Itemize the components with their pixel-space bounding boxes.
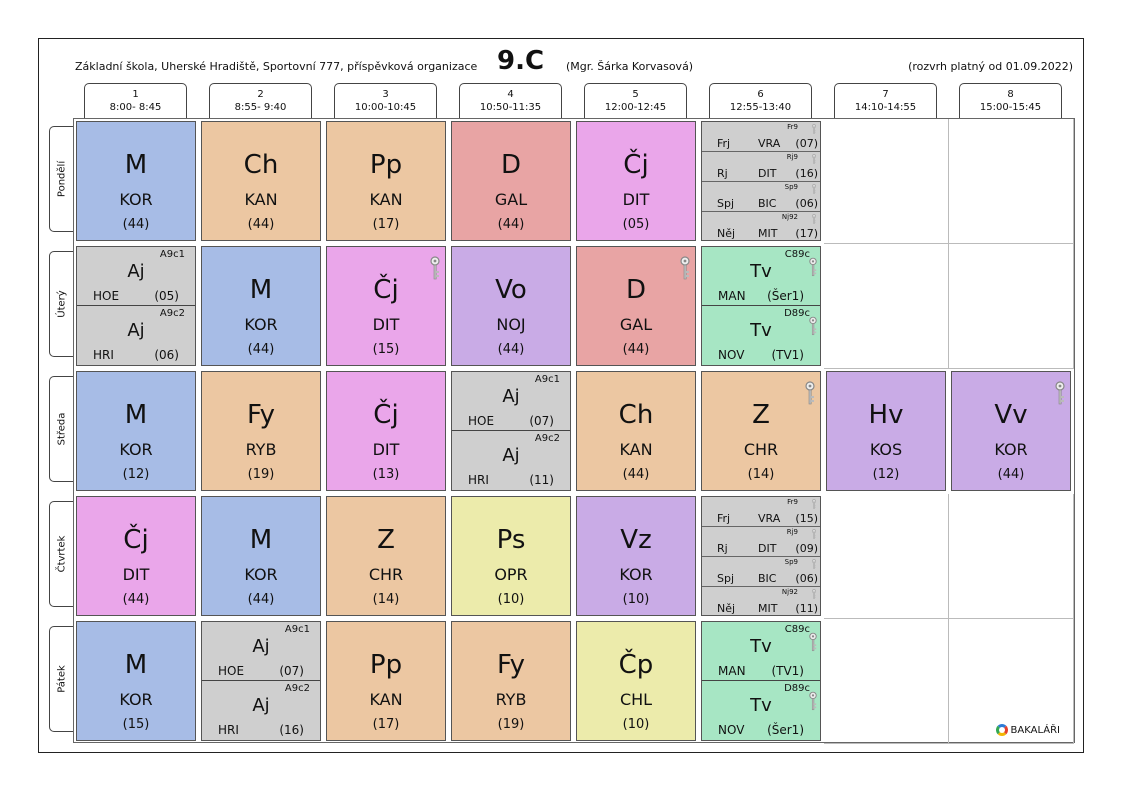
day-label <box>49 126 73 232</box>
subject-code: Ch <box>243 150 279 180</box>
period-header <box>334 83 437 118</box>
lesson-half[interactable] <box>702 306 820 365</box>
room-code: (13) <box>372 467 400 482</box>
lesson-cell[interactable] <box>201 246 321 366</box>
day-name: Čtvrtek <box>56 535 67 573</box>
lesson-cell[interactable] <box>326 246 446 366</box>
subject-code: M <box>249 525 273 555</box>
valid-from: (rozvrh platný od 01.09.2022) <box>908 60 1073 73</box>
period-header <box>459 83 562 118</box>
subject-code: Čj <box>373 400 399 430</box>
timetable-slot <box>74 619 199 744</box>
lesson-cell[interactable] <box>576 246 696 366</box>
lesson-cell[interactable] <box>451 621 571 741</box>
subject-code: M <box>124 400 148 430</box>
subject-code: Čj <box>373 275 399 305</box>
lesson-cell[interactable] <box>76 121 196 241</box>
key-icon <box>811 529 817 539</box>
timetable-slot <box>74 494 199 619</box>
lesson-cell[interactable] <box>701 246 821 366</box>
teacher-code: HOE <box>93 289 120 303</box>
key-icon <box>805 381 815 405</box>
timetable-slot <box>574 494 699 619</box>
group-code: Rj9 <box>786 528 798 536</box>
room-code: (17) <box>795 227 818 240</box>
timetable-slot <box>74 369 199 494</box>
room-code: (05) <box>622 217 650 232</box>
period-header <box>209 83 312 118</box>
lesson-quarter[interactable] <box>702 587 820 617</box>
key-icon <box>811 124 817 134</box>
group-code: A9c2 <box>284 683 310 694</box>
subject-code: Ps <box>496 525 526 555</box>
subject-code: Spj <box>717 572 735 585</box>
teacher-code: VRA <box>758 137 781 150</box>
key-icon <box>809 316 817 336</box>
teacher-code: DIT <box>758 167 777 180</box>
teacher-code: VRA <box>758 512 781 525</box>
timetable-slot <box>449 369 574 494</box>
teacher-code: HOE <box>218 664 245 678</box>
group-code: A9c1 <box>534 374 560 385</box>
lesson-half[interactable] <box>702 681 820 740</box>
timetable-slot <box>824 244 949 369</box>
group-code: Fr9 <box>787 498 798 506</box>
period-time: 8:55- 9:40 <box>234 102 287 113</box>
subject-code: Z <box>377 525 395 555</box>
teacher-code: HRI <box>468 473 489 487</box>
teacher-code: DIT <box>622 190 650 209</box>
teacher-code: RYB <box>245 440 277 459</box>
teacher-code: KOR <box>619 565 653 584</box>
room-code: (10) <box>622 717 650 732</box>
period-header <box>834 83 937 118</box>
room-code: (07) <box>279 664 304 678</box>
day-label <box>49 626 73 732</box>
teacher-code: KOR <box>994 440 1028 459</box>
class-name: 9.C <box>497 46 545 76</box>
subject-code: Čp <box>618 650 654 680</box>
key-icon <box>809 632 817 652</box>
room-code: (Šer1) <box>767 289 804 303</box>
period-header <box>709 83 812 118</box>
teacher-code: NOV <box>718 348 745 362</box>
room-code: (11) <box>795 602 818 615</box>
period-number: 5 <box>632 89 639 100</box>
day-name: Pátek <box>56 665 67 693</box>
subject-code: Tv <box>750 695 772 716</box>
lesson-half[interactable] <box>202 622 320 681</box>
subject-code: Čj <box>623 150 649 180</box>
room-code: (44) <box>622 342 650 357</box>
subject-code: Z <box>752 400 770 430</box>
room-code: (10) <box>622 592 650 607</box>
room-code: (44) <box>247 217 275 232</box>
teacher-code: NOJ <box>496 315 526 334</box>
lesson-cell[interactable] <box>701 371 821 491</box>
lesson-cell[interactable] <box>326 121 446 241</box>
room-code: (15) <box>122 717 150 732</box>
subject-code: Aj <box>127 261 145 282</box>
subject-code: Aj <box>252 695 270 716</box>
subject-code: Tv <box>750 636 772 657</box>
room-code: (12) <box>872 467 900 482</box>
timetable-slot <box>199 119 324 244</box>
subject-code: Tv <box>750 320 772 341</box>
timetable-slot <box>949 244 1074 369</box>
subject-code: Rj <box>717 167 728 180</box>
bakalari-logo-text: BAKALÁŘI <box>1010 724 1060 736</box>
group-code: Sp9 <box>784 558 798 566</box>
room-code: (TV1) <box>771 348 804 362</box>
teacher-code: KAN <box>369 690 403 709</box>
group-code: D89c <box>784 308 810 319</box>
room-code: (10) <box>497 592 525 607</box>
lesson-cell[interactable] <box>576 496 696 616</box>
subject-code: Rj <box>717 542 728 555</box>
lesson-quarter[interactable] <box>702 182 820 212</box>
timetable-slot <box>449 619 574 744</box>
period-header <box>584 83 687 118</box>
group-code: C89c <box>784 624 810 635</box>
timetable-slot <box>324 494 449 619</box>
teacher-code: CHR <box>743 440 779 459</box>
teacher-code: RYB <box>495 690 527 709</box>
lesson-quarter[interactable] <box>702 152 820 182</box>
lesson-cell[interactable] <box>701 621 821 741</box>
period-time: 14:10-14:55 <box>854 102 917 113</box>
day-name: Pondělí <box>56 160 67 198</box>
room-code: (17) <box>372 717 400 732</box>
teacher-code: KOR <box>119 690 153 709</box>
bakalari-logo-icon <box>996 724 1008 736</box>
room-code: (11) <box>529 473 554 487</box>
lesson-half[interactable] <box>452 372 570 431</box>
group-code: Fr9 <box>787 123 798 131</box>
subject-code: Fy <box>247 400 275 430</box>
group-code: D89c <box>784 683 810 694</box>
timetable-slot <box>824 619 949 744</box>
subject-code: Vo <box>495 275 527 305</box>
subject-code: Fy <box>497 650 525 680</box>
teacher-code: OPR <box>494 565 528 584</box>
subject-code: Aj <box>127 320 145 341</box>
lesson-cell[interactable] <box>76 246 196 366</box>
key-icon <box>1055 381 1065 405</box>
day-label <box>49 376 73 482</box>
lesson-cell[interactable] <box>76 621 196 741</box>
room-code: (06) <box>795 197 818 210</box>
subject-code: Spj <box>717 197 735 210</box>
timetable-slot <box>574 369 699 494</box>
teacher-code: KOR <box>244 315 278 334</box>
period-number: 3 <box>382 89 389 100</box>
lesson-cell[interactable] <box>76 496 196 616</box>
key-icon <box>811 184 817 194</box>
teacher-code: MIT <box>758 602 778 615</box>
teacher-code: DIT <box>372 315 400 334</box>
subject-code: Tv <box>750 261 772 282</box>
timetable-slot <box>949 494 1074 619</box>
period-number: 2 <box>257 89 264 100</box>
lesson-quarter[interactable] <box>702 527 820 557</box>
timetable-slot <box>699 494 824 619</box>
lesson-cell[interactable] <box>451 121 571 241</box>
group-code: A9c1 <box>159 249 185 260</box>
room-code: (06) <box>795 572 818 585</box>
period-number: 7 <box>882 89 889 100</box>
lesson-cell[interactable] <box>326 371 446 491</box>
group-code: A9c2 <box>534 433 560 444</box>
room-code: (07) <box>529 414 554 428</box>
timetable-slot <box>699 119 824 244</box>
period-time: 10:50-11:35 <box>479 102 542 113</box>
school-name: Základní škola, Uherské Hradiště, Sportovní 777, příspěvková organizace <box>75 60 478 73</box>
room-code: (44) <box>247 592 275 607</box>
lesson-cell[interactable] <box>826 371 946 491</box>
teacher-code: DIT <box>758 542 777 555</box>
lesson-cell[interactable] <box>701 121 821 241</box>
teacher-code: KOR <box>244 565 278 584</box>
lesson-half[interactable] <box>202 681 320 740</box>
timetable-slot <box>199 494 324 619</box>
subject-code: Ch <box>618 400 654 430</box>
teacher-code: KAN <box>244 190 278 209</box>
timetable-slot <box>324 369 449 494</box>
teacher-code: KOR <box>119 190 153 209</box>
room-code: (17) <box>372 217 400 232</box>
subject-code: Pp <box>369 150 403 180</box>
subject-code: Frj <box>717 137 731 150</box>
timetable-slot <box>449 119 574 244</box>
lesson-cell[interactable] <box>201 371 321 491</box>
teacher-code: CHL <box>619 690 653 709</box>
key-icon <box>680 256 690 280</box>
subject-code: D <box>625 275 647 305</box>
timetable-slot <box>324 619 449 744</box>
timetable-slot <box>824 369 949 494</box>
period-number: 8 <box>1007 89 1014 100</box>
teacher-code: KAN <box>369 190 403 209</box>
teacher-code: MIT <box>758 227 778 240</box>
timetable-slot <box>449 244 574 369</box>
timetable-slot <box>574 619 699 744</box>
group-code: Nj92 <box>781 588 798 596</box>
lesson-cell[interactable] <box>701 496 821 616</box>
teacher-code: BIC <box>758 572 777 585</box>
lesson-cell[interactable] <box>576 121 696 241</box>
timetable-slot <box>199 369 324 494</box>
timetable-slot <box>199 619 324 744</box>
room-code: (44) <box>497 217 525 232</box>
timetable-slot <box>699 619 824 744</box>
group-code: Nj92 <box>781 213 798 221</box>
period-header <box>959 83 1062 118</box>
teacher-code: MAN <box>718 289 746 303</box>
room-code: (14) <box>747 467 775 482</box>
timetable-slot <box>199 244 324 369</box>
day-label <box>49 251 73 357</box>
key-icon <box>811 214 817 224</box>
room-code: (12) <box>122 467 150 482</box>
room-code: (19) <box>497 717 525 732</box>
period-time: 8:00- 8:45 <box>109 102 162 113</box>
teacher-code: KAN <box>619 440 653 459</box>
period-number: 1 <box>132 89 139 100</box>
subject-code: Něj <box>717 602 736 615</box>
teacher-code: DIT <box>122 565 150 584</box>
lesson-quarter[interactable] <box>702 557 820 587</box>
timetable-slot <box>949 119 1074 244</box>
subject-code: Aj <box>252 636 270 657</box>
room-code: (14) <box>372 592 400 607</box>
room-code: (06) <box>154 348 179 362</box>
lesson-cell[interactable] <box>451 246 571 366</box>
timetable-slot <box>574 244 699 369</box>
timetable-slot <box>824 119 949 244</box>
key-icon <box>811 154 817 164</box>
subject-code: M <box>124 650 148 680</box>
room-code: (Šer1) <box>767 723 804 737</box>
lesson-half[interactable] <box>702 622 820 681</box>
group-code: A9c1 <box>284 624 310 635</box>
teacher-code: MAN <box>718 664 746 678</box>
timetable-slot <box>324 244 449 369</box>
timetable-slot <box>699 244 824 369</box>
room-code: (44) <box>622 467 650 482</box>
room-code: (09) <box>795 542 818 555</box>
teacher-code: HOE <box>468 414 495 428</box>
room-code: (TV1) <box>771 664 804 678</box>
teacher-code: BIC <box>758 197 777 210</box>
group-code: Rj9 <box>786 153 798 161</box>
period-time: 12:55-13:40 <box>729 102 792 113</box>
teacher-code: HRI <box>93 348 114 362</box>
timetable-slot <box>449 494 574 619</box>
subject-code: Aj <box>502 386 520 407</box>
period-number: 6 <box>757 89 764 100</box>
subject-code: M <box>124 150 148 180</box>
timetable-slot <box>74 244 199 369</box>
teacher-code: NOV <box>718 723 745 737</box>
lesson-half[interactable] <box>452 431 570 490</box>
timetable-slot <box>824 494 949 619</box>
lesson-cell[interactable] <box>451 371 571 491</box>
lesson-half[interactable] <box>77 306 195 365</box>
lesson-cell[interactable] <box>576 371 696 491</box>
timetable-slot <box>574 119 699 244</box>
teacher-code: GAL <box>619 315 653 334</box>
room-code: (19) <box>247 467 275 482</box>
lesson-quarter[interactable] <box>702 212 820 242</box>
room-code: (16) <box>795 167 818 180</box>
room-code: (44) <box>122 217 150 232</box>
timetable-slot <box>74 119 199 244</box>
group-code: Sp9 <box>784 183 798 191</box>
lesson-cell[interactable] <box>326 496 446 616</box>
period-time: 15:00-15:45 <box>979 102 1042 113</box>
key-icon <box>811 589 817 599</box>
subject-code: Frj <box>717 512 731 525</box>
period-time: 12:00-12:45 <box>604 102 667 113</box>
lesson-half[interactable] <box>702 247 820 306</box>
lesson-cell[interactable] <box>201 121 321 241</box>
lesson-cell[interactable] <box>951 371 1071 491</box>
lesson-cell[interactable] <box>201 621 321 741</box>
group-code: A9c2 <box>159 308 185 319</box>
lesson-cell[interactable] <box>76 371 196 491</box>
subject-code: Pp <box>369 650 403 680</box>
subject-code: Něj <box>717 227 736 240</box>
timetable-grid <box>73 118 1075 743</box>
subject-code: Hv <box>868 400 904 430</box>
subject-code: D <box>500 150 522 180</box>
teacher-code: GAL <box>494 190 528 209</box>
period-header <box>84 83 187 118</box>
room-code: (05) <box>154 289 179 303</box>
timetable-slot <box>949 369 1074 494</box>
day-name: Úterý <box>56 290 67 318</box>
room-code: (16) <box>279 723 304 737</box>
lesson-cell[interactable] <box>201 496 321 616</box>
timetable-slot <box>699 369 824 494</box>
room-code: (44) <box>122 592 150 607</box>
room-code: (15) <box>372 342 400 357</box>
room-code: (44) <box>997 467 1025 482</box>
subject-code: Vz <box>620 525 652 555</box>
subject-code: Čj <box>123 525 149 555</box>
subject-code: Aj <box>502 445 520 466</box>
key-icon <box>811 499 817 509</box>
teacher-code: KOS <box>869 440 903 459</box>
teacher-code: KOR <box>119 440 153 459</box>
room-code: (07) <box>795 137 818 150</box>
timetable-slot <box>324 119 449 244</box>
room-code: (44) <box>497 342 525 357</box>
key-icon <box>809 257 817 277</box>
lesson-cell[interactable] <box>576 621 696 741</box>
key-icon <box>811 559 817 569</box>
class-teacher: (Mgr. Šárka Korvasová) <box>566 60 694 73</box>
subject-code: M <box>249 275 273 305</box>
teacher-code: CHR <box>368 565 404 584</box>
subject-code: Vv <box>994 400 1028 430</box>
period-time: 10:00-10:45 <box>354 102 417 113</box>
period-number: 4 <box>507 89 514 100</box>
day-name: Středa <box>56 412 67 446</box>
teacher-code: HRI <box>218 723 239 737</box>
teacher-code: DIT <box>372 440 400 459</box>
lesson-cell[interactable] <box>451 496 571 616</box>
key-icon <box>430 256 440 280</box>
room-code: (44) <box>247 342 275 357</box>
key-icon <box>809 691 817 711</box>
day-label <box>49 501 73 607</box>
room-code: (15) <box>795 512 818 525</box>
lesson-quarter[interactable] <box>702 122 820 152</box>
lesson-quarter[interactable] <box>702 497 820 527</box>
bakalari-logo <box>996 724 1060 736</box>
group-code: C89c <box>784 249 810 260</box>
lesson-half[interactable] <box>77 247 195 306</box>
lesson-cell[interactable] <box>326 621 446 741</box>
